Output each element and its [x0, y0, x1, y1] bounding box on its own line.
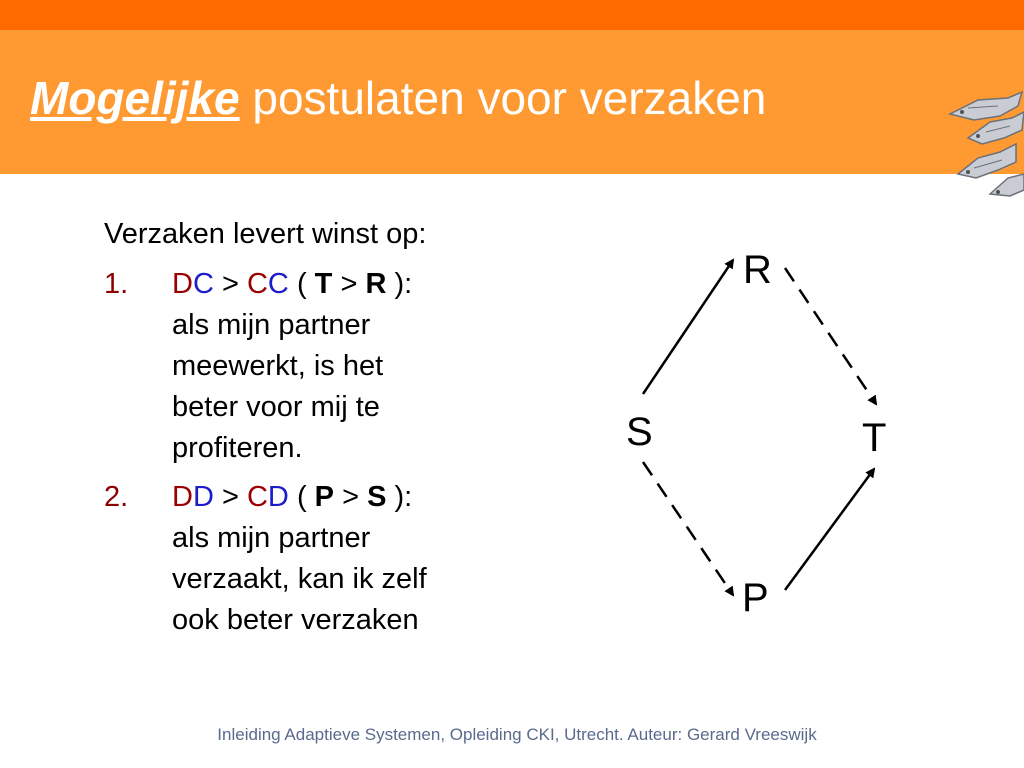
- intro-text: Verzaken levert winst op:: [104, 218, 427, 250]
- lhs-second-letter: D: [192, 481, 214, 513]
- top-accent-stripe: [0, 0, 1024, 30]
- gt-sign: >: [340, 268, 358, 300]
- lhs-first-letter: D: [172, 481, 193, 513]
- slide-title: [30, 70, 766, 126]
- postulate-line: profiteren.: [172, 432, 303, 464]
- payoff-high: T: [314, 268, 333, 300]
- open-paren: (: [296, 268, 307, 300]
- close-paren: ):: [394, 268, 413, 300]
- rhs-second-letter: D: [267, 481, 289, 513]
- rhs-first-letter: C: [246, 268, 268, 300]
- payoff-diagram: [600, 230, 920, 630]
- edge-p-to-t: [785, 469, 874, 590]
- lhs-second-letter: C: [192, 268, 214, 300]
- edge-r-to-t: [785, 268, 876, 404]
- edge-s-to-p: [643, 462, 733, 595]
- postulate-line: als mijn partner: [172, 522, 371, 554]
- postulate-line: als mijn partner: [172, 309, 371, 341]
- title-emphasis: Mogelijke: [30, 72, 240, 124]
- postulate-formula: [172, 477, 502, 518]
- gt-sign: >: [221, 268, 239, 300]
- open-paren: (: [296, 481, 307, 513]
- postulate-line: ook beter verzaken: [172, 604, 419, 636]
- node-r: R: [743, 248, 772, 292]
- fish-clipart-icon: [938, 78, 1024, 208]
- postulate-line: verzaakt, kan ik zelf: [172, 563, 427, 595]
- postulate-line: meewerkt, is het: [172, 350, 384, 382]
- gt-sign: >: [342, 481, 360, 513]
- node-p: P: [742, 576, 769, 620]
- rhs-first-letter: C: [246, 481, 268, 513]
- slide-footer: Inleiding Adaptieve Systemen, Opleiding CKI, Utrecht. Auteur: Gerard Vreeswijk: [217, 725, 817, 744]
- postulate-formula: [172, 264, 502, 305]
- rhs-second-letter: C: [267, 268, 289, 300]
- payoff-low: S: [367, 481, 387, 513]
- node-t: T: [862, 416, 887, 460]
- postulate-line: beter voor mij te: [172, 391, 380, 423]
- payoff-high: P: [314, 481, 335, 513]
- gt-sign: >: [221, 481, 239, 513]
- payoff-low: R: [365, 268, 387, 300]
- list-number: 2.: [104, 481, 129, 513]
- list-number: 1.: [104, 268, 129, 300]
- edge-s-to-r: [643, 260, 733, 394]
- node-s: S: [626, 410, 653, 454]
- title-rest: postulaten voor verzaken: [252, 72, 767, 124]
- lhs-first-letter: D: [172, 268, 193, 300]
- close-paren: ):: [394, 481, 413, 513]
